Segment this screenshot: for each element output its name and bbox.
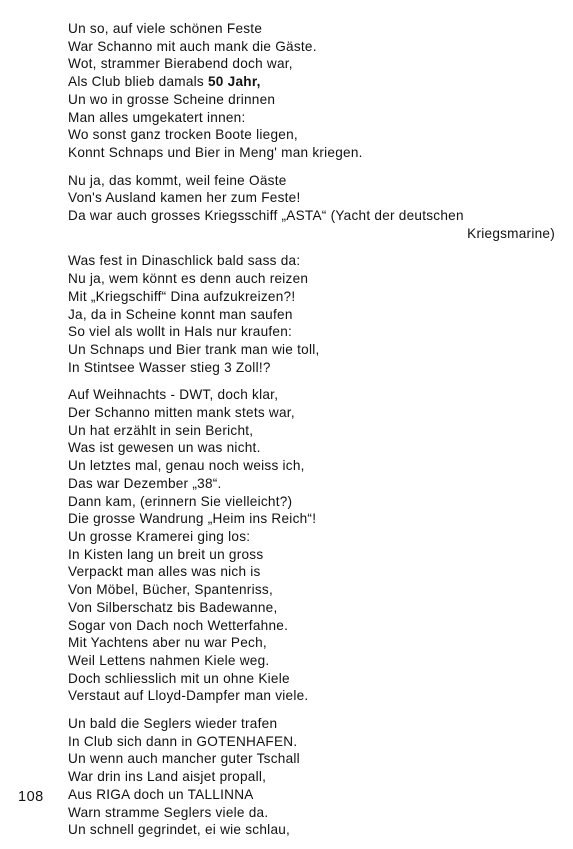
poem-line: Verpackt man alles was nich is (68, 564, 261, 580)
poem-line: Da war auch grosses Kriegsschiff „ASTA“ (Yacht der deutschen (68, 208, 464, 224)
poem-line: Sogar von Dach noch Wetterfahne. (68, 617, 289, 633)
poem-line: Doch schliesslich mit un ohne Kiele (68, 670, 290, 686)
poem-line: Dann kam, (erinnern Sie vielleicht?) (68, 493, 293, 509)
stanza-1 (68, 20, 563, 162)
poem-line: Verstaut auf Lloyd-Dampfer man viele. (68, 688, 309, 704)
poem-line: Von's Ausland kamen her zum Feste! (68, 190, 301, 206)
poem-line: Die grosse Wandrung „Heim ins Reich“! (68, 511, 317, 527)
poem-line: Un hat erzählt in sein Bericht, (68, 422, 254, 438)
poem-line: Un so, auf viele schönen Feste (68, 21, 263, 36)
poem-line: Mit „Kriegschiff“ Dina aufzukreizen?! (68, 288, 296, 304)
poem-line: Mit Yachtens aber nu war Pech, (68, 635, 267, 651)
stanza-4 (68, 386, 563, 705)
page-number: 108 (18, 789, 44, 805)
poem-line: Wot, strammer Bierabend doch war, (68, 56, 293, 72)
bold-year: 50 Jahr, (208, 74, 261, 90)
poem-line-continuation: Kriegsmarine) (467, 225, 555, 241)
poem-line: Konnt Schnaps und Bier in Meng' man kriegen. (68, 144, 363, 160)
poem-line: Was ist gewesen un was nicht. (68, 440, 261, 456)
poem-line: Un wo in grosse Scheine drinnen (68, 91, 276, 107)
poem-line: In Stintsee Wasser stieg 3 Zoll!? (68, 359, 271, 375)
poem-line: Von Silberschatz bis Badewanne, (68, 599, 278, 615)
poem-line: Weil Lettens nahmen Kiele weg. (68, 652, 270, 668)
poem-line-prefix: Als Club blieb damals (68, 74, 208, 90)
stanza-5 (68, 715, 563, 839)
poem-line: Von Möbel, Bücher, Spantenriss, (68, 582, 273, 598)
poem-line: Nu ja, wem könnt es denn auch reizen (68, 271, 309, 287)
poem-line: Wo sonst ganz trocken Boote liegen, (68, 127, 298, 143)
poem-line: Un schnell gegrindet, ei wie schlau, (68, 822, 291, 838)
poem-text (68, 20, 563, 849)
stanza-3 (68, 252, 563, 376)
poem-line-with-bold (68, 73, 563, 91)
poem-line: Un letztes mal, genau noch weiss ich, (68, 458, 305, 474)
poem-line: In Kisten lang un breit un gross (68, 546, 264, 562)
poem-line: Un wenn auch mancher guter Tschall (68, 751, 300, 767)
poem-line: Was fest in Dinaschlick bald sass da: (68, 253, 301, 269)
poem-line: Der Schanno mitten mank stets war, (68, 405, 295, 421)
poem-line: Un bald die Seglers wieder trafen (68, 716, 278, 732)
poem-line: Un Schnaps und Bier trank man wie toll, (68, 341, 320, 357)
poem-line: Auf Weihnachts - DWT, doch klar, (68, 387, 279, 403)
poem-line: Aus RIGA doch un TALLINNA (68, 786, 254, 802)
poem-line: Warn stramme Seglers viele da. (68, 804, 269, 820)
poem-line: War Schanno mit auch mank die Gäste. (68, 38, 317, 54)
poem-line: Un grosse Kramerei ging los: (68, 528, 251, 544)
poem-line: Das war Dezember „38“. (68, 475, 222, 491)
poem-line: Ja, da in Scheine konnt man saufen (68, 306, 293, 322)
poem-line: Man alles umgekatert innen: (68, 109, 246, 125)
poem-line: In Club sich dann in GOTENHAFEN. (68, 733, 298, 749)
poem-line: So viel als wollt in Hals nur kraufen: (68, 324, 293, 340)
stanza-2 (68, 172, 563, 243)
poem-line: Nu ja, das kommt, weil feine Oäste (68, 172, 287, 188)
poem-line: War drin ins Land aisjet propall, (68, 769, 267, 785)
